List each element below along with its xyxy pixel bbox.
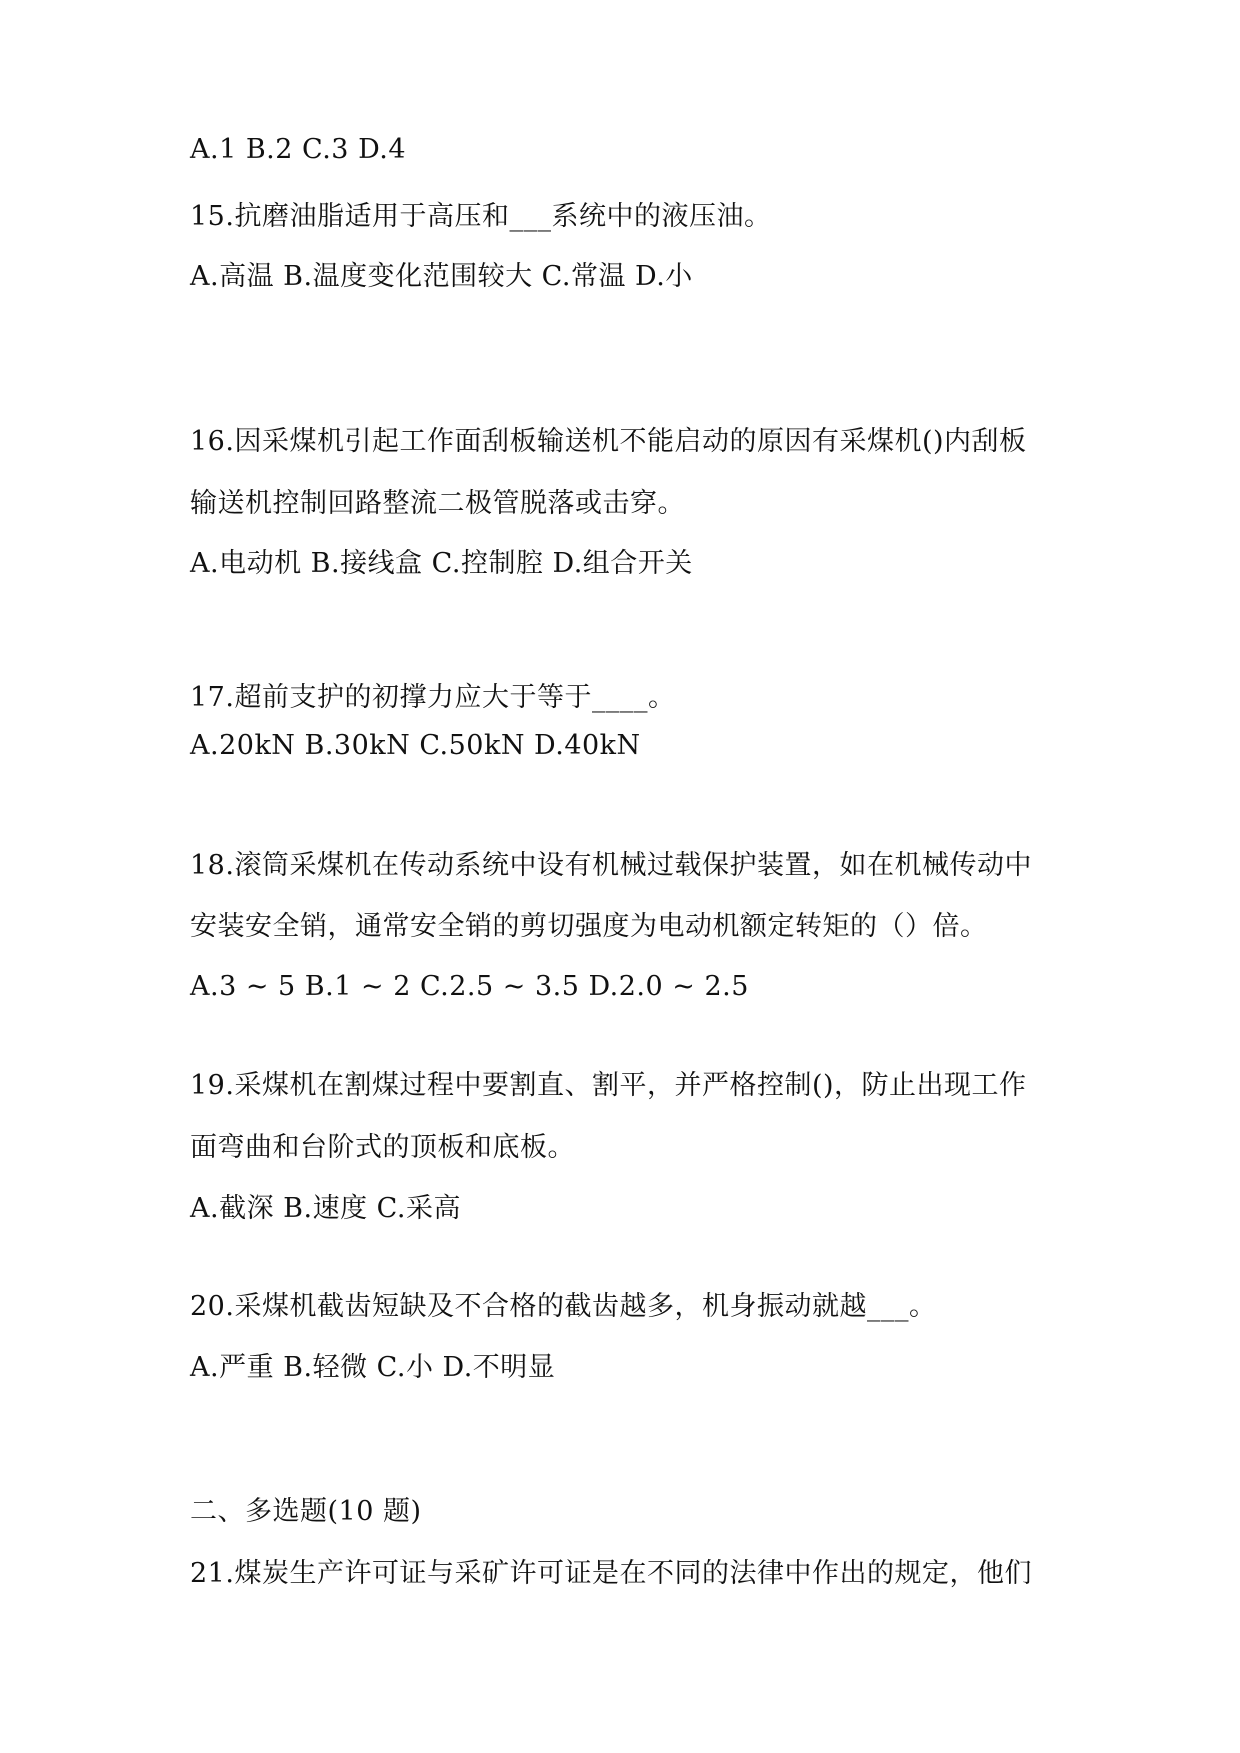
q18-stem-line1: 18.滚筒采煤机在传动系统中设有机械过载保护装置，如在机械传动中: [190, 850, 1032, 881]
q17-options: A.20kN B.30kN C.50kN D.40kN: [190, 730, 641, 761]
q21-stem-line1: 21.煤炭生产许可证与采矿许可证是在不同的法律中作出的规定，他们: [190, 1558, 1032, 1589]
q19-stem-line1: 19.采煤机在割煤过程中要割直、割平，并严格控制()，防止出现工作: [190, 1070, 1027, 1101]
q16-stem-line2: 输送机控制回路整流二极管脱落或击穿。: [190, 488, 685, 519]
q18-stem-line2: 安装安全销，通常安全销的剪切强度为电动机额定转矩的（）倍。: [190, 911, 988, 942]
q18-options: A.3 ~ 5 B.1 ~ 2 C.2.5 ~ 3.5 D.2.0 ~ 2.5: [190, 971, 749, 1002]
q20-options: A.严重 B.轻微 C.小 D.不明显: [190, 1352, 556, 1383]
q14-options: A.1 B.2 C.3 D.4: [190, 134, 407, 165]
q15-options: A.高温 B.温度变化范围较大 C.常温 D.小: [190, 261, 693, 292]
q17-stem: 17.超前支护的初撑力应大于等于____。: [190, 682, 676, 713]
q20-stem: 20.采煤机截齿短缺及不合格的截齿越多，机身振动就越___。: [190, 1291, 937, 1322]
q19-options: A.截深 B.速度 C.采高: [190, 1193, 461, 1224]
q15-stem: 15.抗磨油脂适用于高压和___系统中的液压油。: [190, 201, 772, 232]
q19-stem-line2: 面弯曲和台阶式的顶板和底板。: [190, 1132, 575, 1163]
section-heading: 二、多选题(10 题): [190, 1496, 422, 1527]
q16-options: A.电动机 B.接线盒 C.控制腔 D.组合开关: [190, 548, 693, 579]
q16-stem-line1: 16.因采煤机引起工作面刮板输送机不能启动的原因有采煤机()内刮板: [190, 426, 1027, 457]
